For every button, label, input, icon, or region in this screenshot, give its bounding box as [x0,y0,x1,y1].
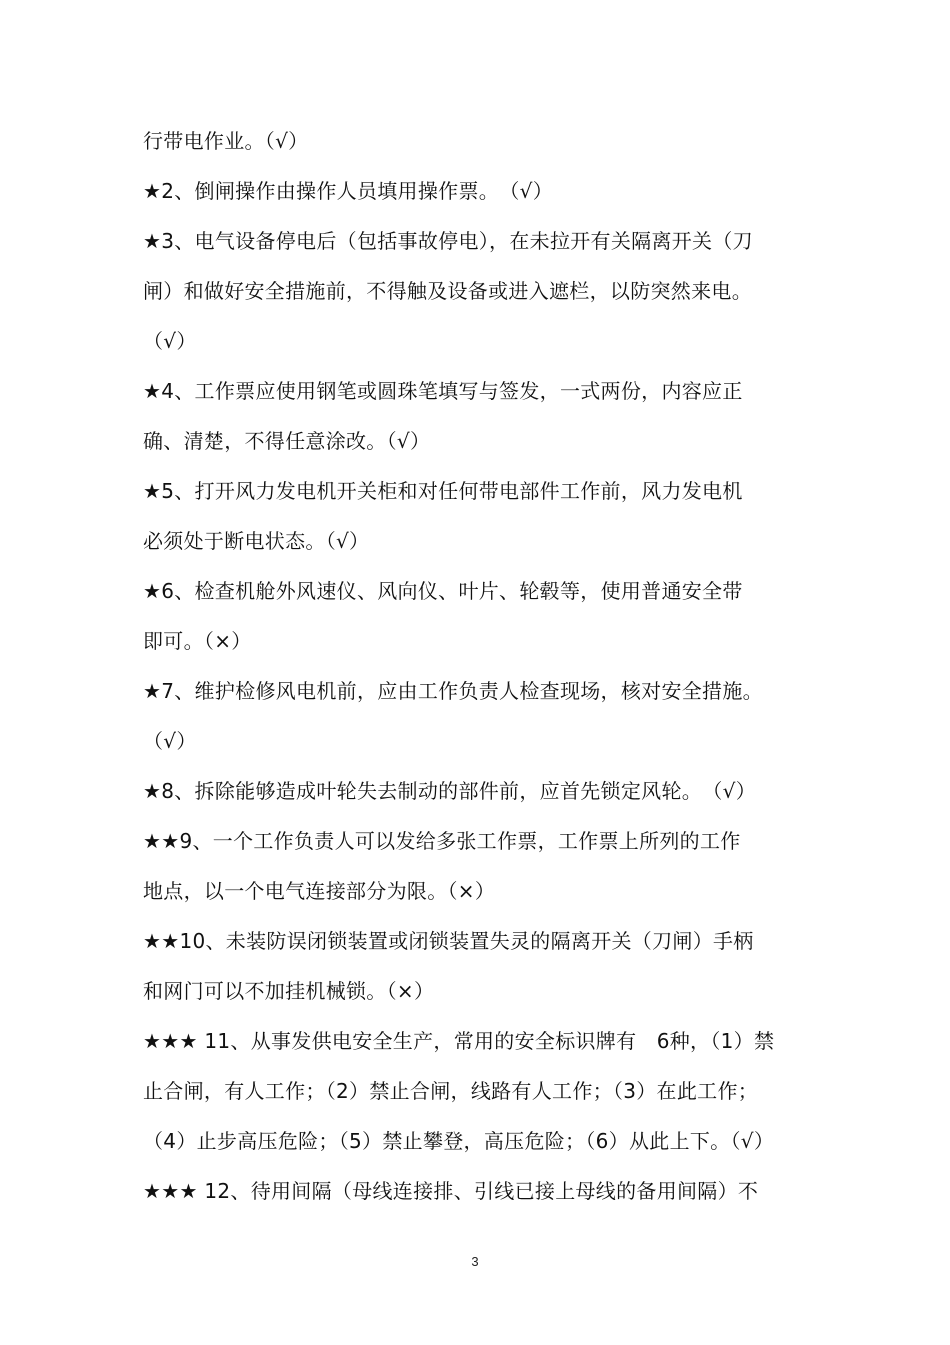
text-line: （√） [143,729,197,753]
text-line: ★★★ 12、待用间隔（母线连接排、引线已接上母线的备用间隔）不 [143,1179,759,1203]
text-line: （4）止步高压危险；（5）禁止攀登，高压危险；（6）从此上下。（√） [143,1129,775,1153]
text-line: （√） [143,329,197,353]
text-line: 止合闸，有人工作；（2）禁止合闸，线路有人工作；（3）在此工作； [143,1079,759,1103]
text-line: ★4、工作票应使用钢笔或圆珠笔填写与签发，一式两份，内容应正 [143,379,743,403]
text-line: ★5、打开风力发电机开关柜和对任何带电部件工作前，风力发电机 [143,479,743,503]
text-line: ★3、电气设备停电后（包括事故停电），在未拉开有关隔离开关（刀 [143,229,753,253]
text-line: ★8、拆除能够造成叶轮失去制动的部件前，应首先锁定风轮。 （√） [143,779,756,803]
text-line: 必须处于断电状态。（√） [143,529,370,553]
text-line: ★★★ 11、从事发供电安全生产，常用的安全标识牌有 6种，（1）禁 [143,1029,775,1053]
text-line: 地点，以一个电气连接部分为限。（×） [143,879,496,903]
text-line: 即可。（×） [143,629,252,653]
text-line: ★6、检查机舱外风速仪、风向仪、叶片、轮毂等，使用普通安全带 [143,579,743,603]
text-line: 确、清楚，不得任意涂改。（√） [143,429,431,453]
text-line: 闸）和做好安全措施前，不得触及设备或进入遮栏，以防突然来电。 [143,279,752,303]
text-line: ★★10、未装防误闭锁装置或闭锁装置失灵的隔离开关（刀闸）手柄 [143,929,754,953]
text-line: ★2、倒闸操作由操作人员填用操作票。 （√） [143,179,553,203]
page-number: 3 [471,1254,479,1269]
text-line: 和网门可以不加挂机械锁。（×） [143,979,435,1003]
text-line: ★★9、一个工作负责人可以发给多张工作票，工作票上所列的工作 [143,829,741,853]
text-line: ★7、维护检修风电机前，应由工作负责人检查现场，核对安全措施。 [143,679,763,703]
text-line: 行带电作业。（√） [143,129,309,153]
